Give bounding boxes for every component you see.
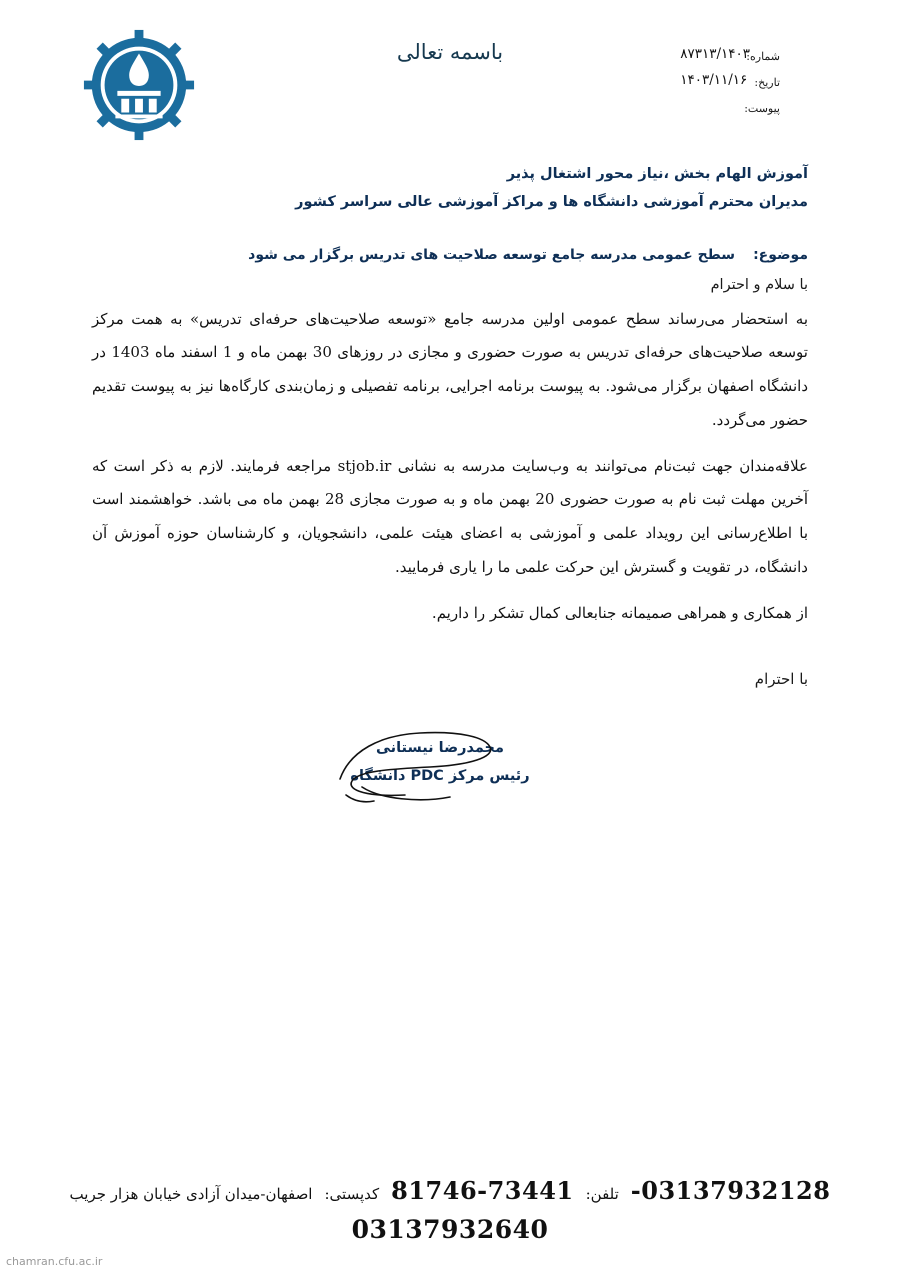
footer-phone-1: 03137932128- bbox=[630, 1176, 831, 1205]
slogan-line: آموزش الهام بخش ،نیاز محور اشتغال پذیر bbox=[506, 166, 808, 182]
letter-body bbox=[0, 160, 900, 688]
subject-label: موضوع: bbox=[753, 246, 808, 263]
subject-row bbox=[92, 247, 808, 263]
reference-attachment-label: پیوست: bbox=[744, 101, 780, 115]
footer-phone-label: تلفن: bbox=[585, 1185, 619, 1203]
footer-phone-2: 03137932640 bbox=[351, 1215, 549, 1244]
signer-name: محمدرضا نیستانی bbox=[376, 740, 504, 756]
footer-postal-code: 81746-73441 bbox=[391, 1176, 574, 1205]
footer-address: اصفهان-میدان آزادی خیابان هزار جریب bbox=[69, 1185, 313, 1203]
footer-contact-line bbox=[0, 1176, 900, 1205]
basmalah-text: باسمه تعالی bbox=[396, 40, 504, 64]
addressee-line: مدیران محترم آموزشی دانشگاه ها و مراکز آموزشی عالی سراسر کشور bbox=[295, 194, 808, 211]
signature-block bbox=[310, 735, 570, 790]
body-paragraph-3: از همکاری و همراهی صمیمانه جنابعالی کمال تشکر را داریم. bbox=[431, 603, 808, 622]
subject-text: سطح عمومی مدرسه جامع توسعه صلاحیت های تدریس برگزار می شود bbox=[248, 246, 736, 263]
university-logo-icon bbox=[80, 26, 198, 144]
body-paragraph-1: به استحضار می‌رساند سطح عمومی اولین مدرسه جامع «توسعه صلاحیت‌های حرفه‌ای تدریس» به همت مرکز توسعه صلاحیت‌های حرفه‌ای تدریس به صورت حضوری و مجازی در روزهای 30 بهمن ماه و 1 اسفند ماه 1403 در دانشگاه اصفهان برگزار می‌شود. به پیوست برنامه اجرایی، برنامه تفصیلی و زمان‌بندی کارگاه‌ها نیز به پیوست تقدیم حضور می‌گردد. bbox=[92, 309, 808, 429]
closing-line: با احترام bbox=[754, 670, 808, 689]
body-paragraph-2: علاقه‌مندان جهت ثبت‌نام می‌توانند به وب‌سایت مدرسه به نشانی stjob.ir مراجعه فرمایند. لازم به ذکر است که آخرین مهلت ثبت نام به صورت حضوری 20 بهمن ماه و به صورت مجازی 28 بهمن ماه می باشد. خواهشمند است با اطلاع‌رسانی این رویداد علمی و آموزشی به اعضای هیئت علمی، دانشجویان، و کارشناسان حوزه آموزش آن دانشگاه، در تقویت و گسترش این حرکت علمی ما را یاری فرمایید. bbox=[92, 456, 809, 576]
footer-postal-label: کدپستی: bbox=[324, 1185, 380, 1203]
source-watermark: chamran.cfu.ac.ir bbox=[6, 1255, 103, 1268]
letter-header bbox=[0, 0, 900, 150]
reference-number-value: ۸۷۳۱۳/۱۴۰۳ bbox=[680, 46, 750, 62]
reference-date-value: ۱۴۰۳/۱۱/۱۶ bbox=[680, 71, 748, 88]
letter-footer bbox=[0, 1176, 900, 1244]
signer-title: رئیس مرکز PDC دانشگاه bbox=[350, 767, 530, 784]
reference-number-label: شماره: bbox=[746, 50, 780, 63]
reference-date-label: تاریخ: bbox=[754, 75, 780, 89]
greeting-line: با سلام و احترام bbox=[710, 276, 808, 293]
